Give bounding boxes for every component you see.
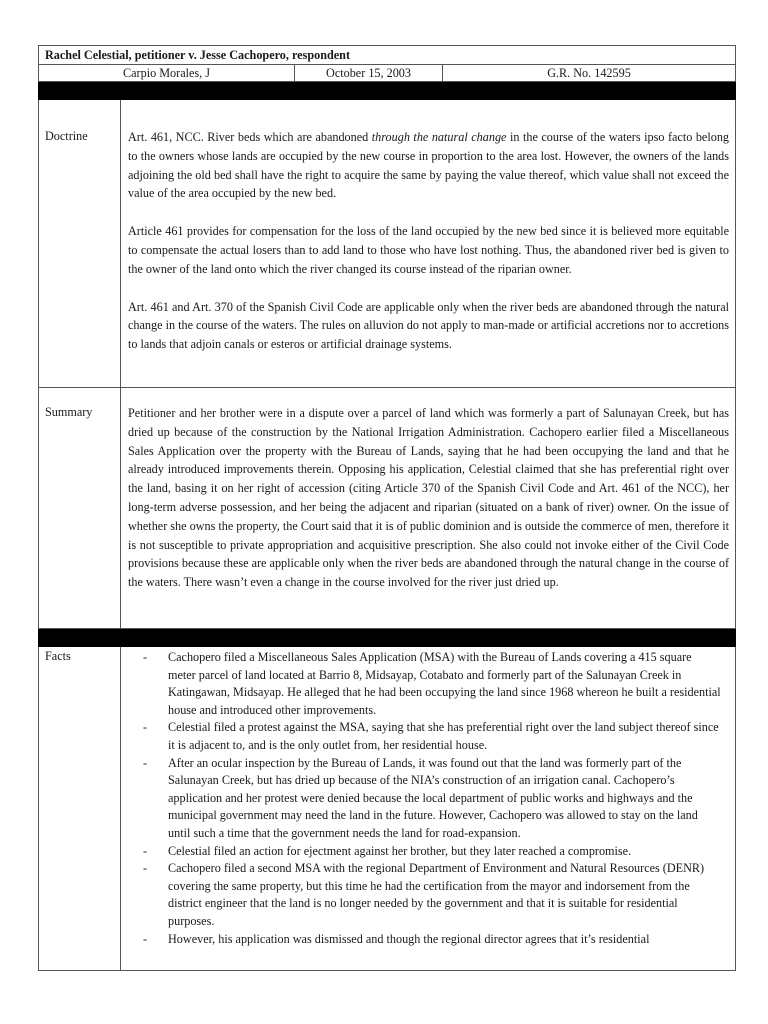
facts-row [39,647,736,971]
doctrine-label: Doctrine [39,100,121,388]
case-meta-row [39,65,736,82]
list-item: - Cachopero filed a Miscellaneous Sales Application (MSA) with the Bureau of Lands covering a 415 square meter parcel of land located at Barrio 8, Midsayap, Cotabato and formerly part of the Salunayan Creek in Katingawan, Midsayap. He alleged that he had been occupying the land since 1968 whereon he built a residential house and introduced other improvements. [143,650,721,717]
case-title: Rachel Celestial, petitioner v. Jesse Cachopero, respondent [39,46,736,65]
list-item: - Celestial filed an action for ejectment against her brother, but they later reached a compromise. [143,843,632,858]
black-divider-bar-2 [39,629,736,647]
list-item: - However, his application was dismissed and though the regional director agrees that it’s residential [143,931,650,946]
list-item: - After an ocular inspection by the Bureau of Lands, it was found out that the land was formerly part of the Salunayan Creek, but has dried up because of the NIA’s construction of an irrigation canal. Cachopero’s application and her protest were denied because the local department of public works and highways and the municipal government may need the land in the future. However, Cachopero was allowed to stay on the land until such a time that the government needs the land for road-expansion. [143,755,698,840]
list-item: - Cachopero filed a second MSA with the regional Department of Environment and Natural Resources (DENR) covering the same property, but this time he had the certification from the mayor and indorsement from the district engineer that the land is no longer needed by the government and that it is suitable for residential purposes. [143,861,705,928]
list-item: - Celestial filed a protest against the MSA, saying that she has preferential right over the land subject thereof since it is adjacent to, and is the only outlet from, her residential house. [143,720,719,752]
facts-content [121,647,736,971]
doctrine-paragraph-1: Art. 461, NCC. River beds which are abandoned through the natural change in the course of the waters ipso facto belong to the owners whose lands are occupied by the new course in proportion to the area lost. However, the owners of the lands adjoining the old bed shall have the right to acquire the same by paying the value thereof, which value shall not exceed the value of the area occupied by the new bed. [128,130,730,201]
decision-date: October 15, 2003 [295,65,443,82]
summary-label: Summary [39,388,121,629]
summary-paragraph: Petitioner and her brother were in a dispute over a parcel of land which was formerly a part of Salunayan Creek, but has dried up because of the construction by the National Irrigation Administration. Cachopero earlier filed a Miscellaneous Sales Application over the property with the Bureau of Lands, saying that he had been occupying the land and that he already introduced improvements therein. Opposing his application, Celestial claimed that she has preferential right over the land, basing it on her right of accession (citing Article 370 of the Spanish Civil Code and Art. 461 of the NCC), her long-term adverse possession, and her being the adjacent and riparian (situated on a bank of river) owner. On the issue of whether she owns the property, the Court said that it is of public dominion and is outside the commerce of men, therefore it is not susceptible to private appropriation and acquisitive prescription. She also could not invoke either of the Civil Code provisions because these are applicable only when the river beds are abandoned through the natural change in the course of the waters. There wasn’t even a change in the course involved for the river just dried up. [128,406,730,590]
summary-content [121,388,736,629]
black-divider-bar [39,82,736,100]
summary-row [39,388,736,629]
case-title-row [39,46,736,65]
case-digest-table [38,45,736,971]
gr-number: G.R. No. 142595 [443,65,736,82]
doctrine-row [39,100,736,388]
case-digest-document [38,45,735,971]
facts-list [121,649,735,948]
doctrine-content [121,100,736,388]
doctrine-paragraph-2: Article 461 provides for compensation for the loss of the land occupied by the new bed since it is believed more equitable to compensate the actual losers than to add land to those who have lost nothing. Thus, the abandoned river bed is given to the owner of the land onto which the river changed its course instead of the riparian owner. [128,224,730,276]
ponente: Carpio Morales, J [39,65,295,82]
doctrine-paragraph-3: Art. 461 and Art. 370 of the Spanish Civil Code are applicable only when the river beds are abandoned through the natural change in the course of the waters. The rules on alluvion do not apply to man-made or artificial accretions nor to accretions to lands that adjoin canals or esteros or artificial drainage systems. [128,299,730,352]
facts-label: Facts [39,647,121,971]
